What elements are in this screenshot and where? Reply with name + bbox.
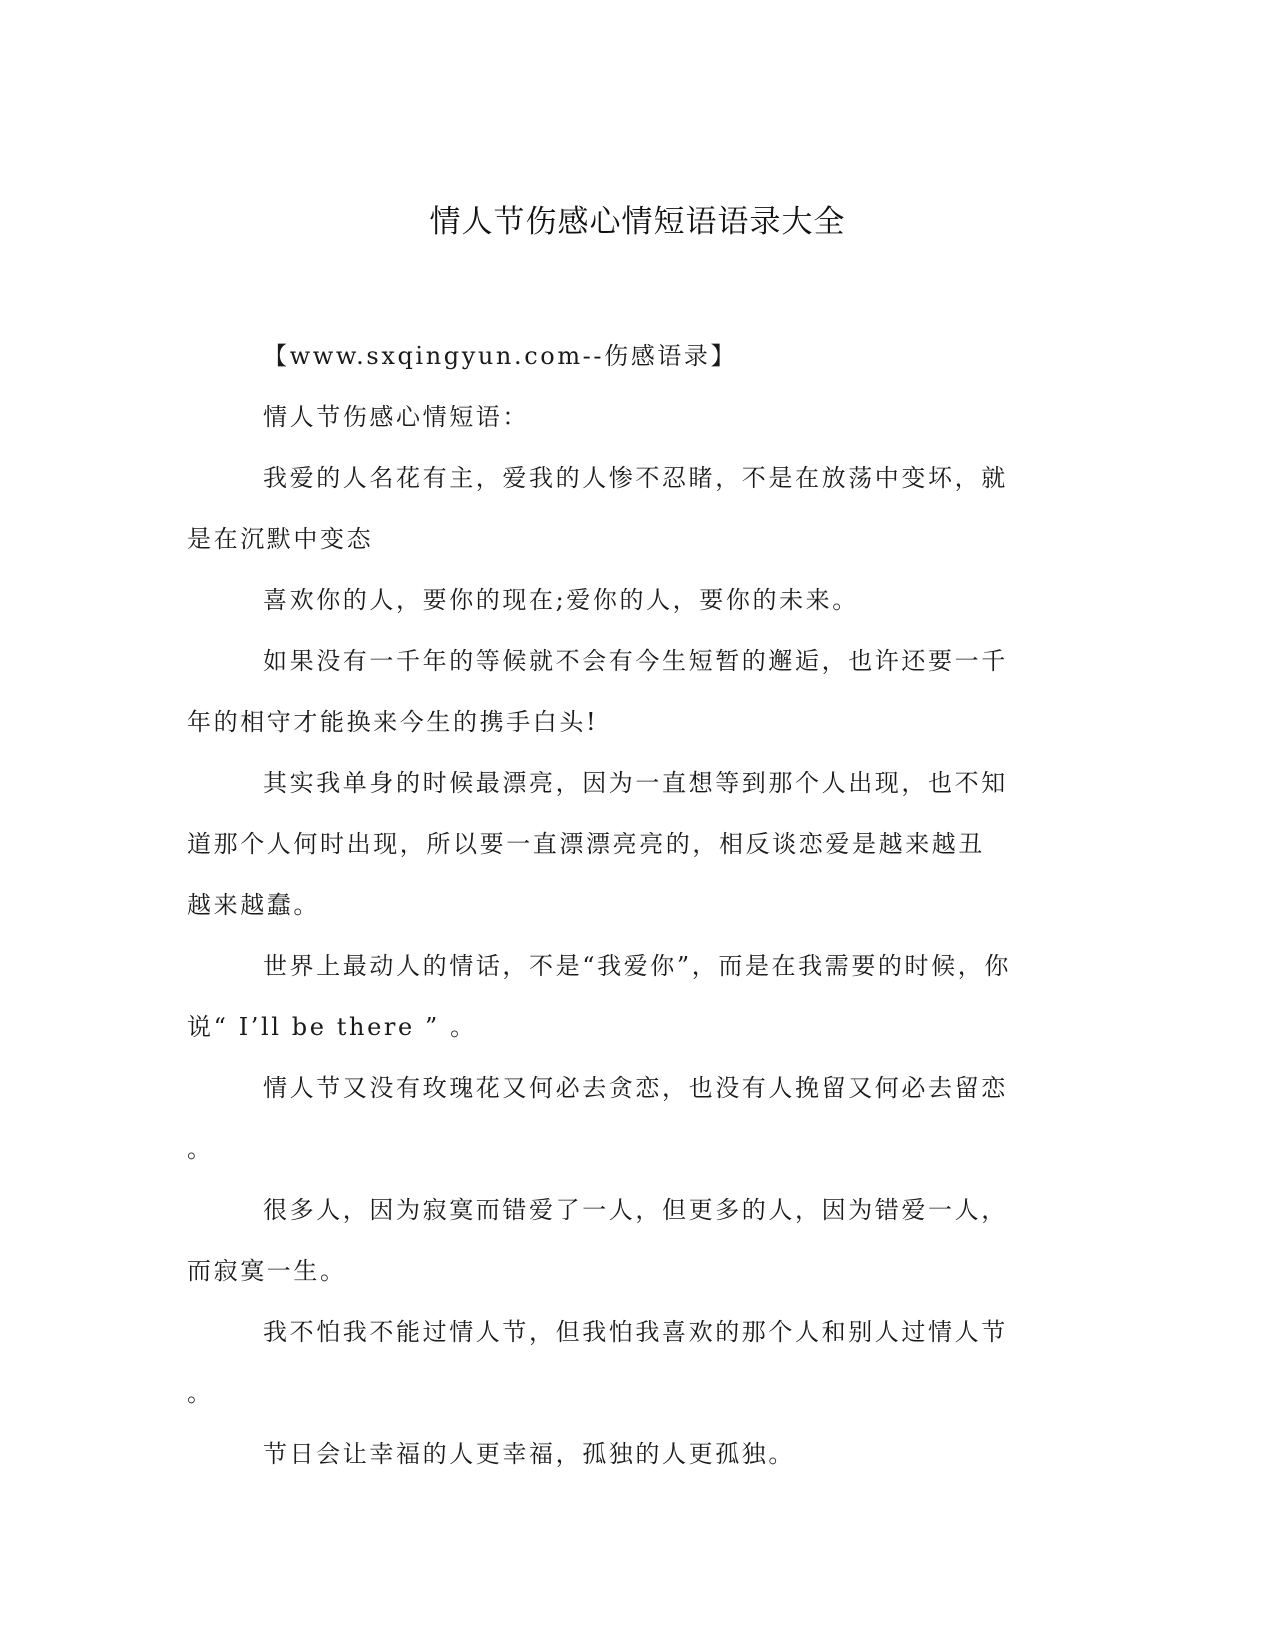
- paragraph-line: 我不怕我不能过情人节，但我怕我喜欢的那个人和别人过情人节: [263, 1318, 1008, 1346]
- paragraph-line: 是在沉默中变态: [187, 525, 374, 553]
- paragraph-line: 。: [187, 1379, 214, 1407]
- paragraph-line: 我爱的人名花有主，爱我的人惨不忍睹，不是在放荡中变坏，就: [263, 464, 1008, 492]
- paragraph-line: 节日会让幸福的人更幸福，孤独的人更孤独。: [263, 1440, 795, 1468]
- document-title: 情人节伤感心情短语语录大全: [429, 204, 846, 240]
- paragraph-line: 越来越蠢。: [187, 891, 320, 919]
- paragraph-line: 道那个人何时出现，所以要一直漂漂亮亮的，相反谈恋爱是越来越丑: [187, 830, 985, 858]
- paragraph-line: 而寂寞一生。: [187, 1257, 347, 1285]
- paragraph-line: 说“ I’ll be there ” 。: [187, 1013, 477, 1041]
- paragraph-line: 世界上最动人的情话，不是“我爱你”，而是在我需要的时候，你: [263, 952, 1011, 980]
- paragraph-line: 年的相守才能换来今生的携手白头!: [187, 708, 599, 736]
- paragraph-line: 喜欢你的人，要你的现在;爱你的人，要你的未来。: [263, 586, 859, 614]
- paragraph-line: 。: [187, 1135, 214, 1163]
- paragraph-line: 情人节伤感心情短语：: [263, 403, 529, 431]
- paragraph-line: 很多人，因为寂寞而错爱了一人，但更多的人，因为错爱一人，: [263, 1196, 1008, 1224]
- paragraph-line: 如果没有一千年的等候就不会有今生短暂的邂逅，也许还要一千: [263, 647, 1008, 675]
- paragraph-line: 其实我单身的时候最漂亮，因为一直想等到那个人出现，也不知: [263, 769, 1008, 797]
- paragraph-line: 情人节又没有玫瑰花又何必去贪恋，也没有人挽留又何必去留恋: [263, 1074, 1008, 1102]
- document-body: [187, 326, 1067, 1485]
- paragraph-line: 【www.sxqingyun.com--伤感语录】: [263, 342, 738, 370]
